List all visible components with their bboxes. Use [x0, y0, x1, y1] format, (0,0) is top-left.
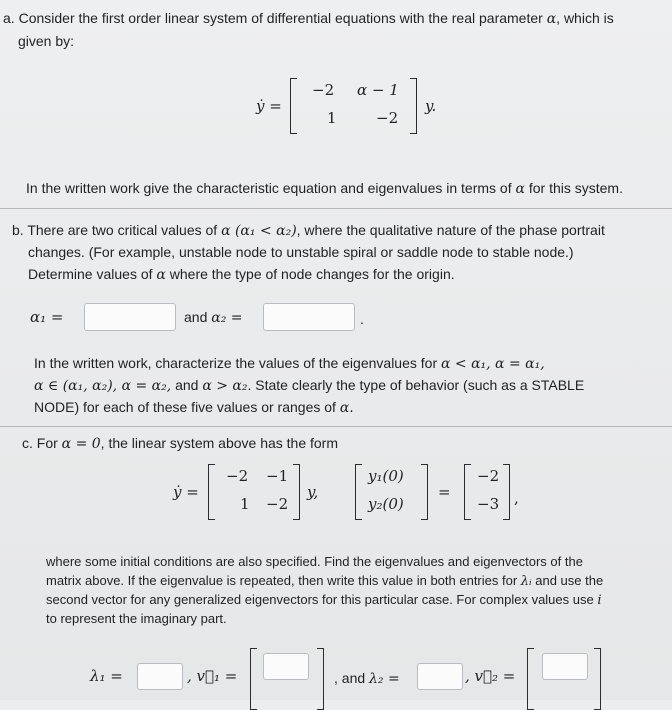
part-c-line1: c. For α = 0, the linear system above has the form [22, 435, 339, 452]
lambda1-label: λ₁ = [90, 667, 123, 685]
part-c-para1: where some initial conditions are also specified. Find the eigenvalues and eigenvectors of the [46, 554, 583, 569]
lambda2-input[interactable] [417, 663, 463, 690]
part-c-para4: to represent the imaginary part. [46, 611, 227, 626]
v1-left-bracket [250, 648, 257, 710]
v1-label: , v⃗₁ = [187, 667, 238, 685]
part-b-line3: Determine values of α where the type of node changes for the origin. [28, 266, 455, 283]
ic-value-2: −3 [477, 495, 500, 513]
matrix-c-right-bracket [293, 464, 300, 520]
matrix-a-left-bracket [290, 78, 297, 134]
part-b-line2: changes. (For example, unstable node to unstable spiral or saddle node to stable node.) [28, 244, 574, 260]
matrix-a-m22: −2 [376, 109, 399, 127]
part-a-line1: a. Consider the first order linear system of differential equations with the real parameter α, which is [3, 10, 614, 27]
v2-label: , v⃗₂ = [465, 667, 516, 685]
matrix-c-m12: −1 [266, 467, 289, 485]
ic-left-bracket [355, 464, 362, 520]
ic-right-bracket [421, 464, 428, 520]
ic-vector-right-bracket [503, 464, 510, 520]
matrix-a-m12: α − 1 [357, 81, 399, 99]
v2-entry-1-input[interactable] [542, 653, 588, 680]
matrix-a-m11: −2 [312, 81, 335, 99]
part-a-instruction: In the written work give the characteristic equation and eigenvalues in terms of α for this system. [26, 180, 623, 197]
and-label: and α₂ = [184, 309, 243, 326]
part-b-written2: α ∈ (α₁, α₂), α = α₂, and α > α₂. State clearly the type of behavior (such as a STABLE [34, 377, 585, 394]
ic-y2: y₂(0) [368, 495, 404, 513]
alpha1-label: α₁ = [30, 308, 64, 326]
ic-comma: , [514, 489, 519, 507]
matrix-a-rhs: y. [425, 97, 437, 115]
part-c-para2: matrix above. If the eigenvalue is repeated, then write this value in both entries for λᵢ and use the [46, 573, 604, 589]
v2-right-bracket [594, 648, 601, 710]
ic-value-1: −2 [477, 467, 500, 485]
alpha-period: . [360, 311, 364, 327]
matrix-c-m21: 1 [240, 495, 250, 513]
ic-equals: = [438, 483, 451, 501]
matrix-a-m21: 1 [327, 109, 337, 127]
and-lambda2-label: , and λ₂ = [334, 670, 400, 687]
part-b-written3: NODE) for each of these five values or ranges of α. [34, 399, 354, 416]
lambda1-input[interactable] [137, 663, 183, 690]
ic-vector-left-bracket [464, 464, 471, 520]
matrix-c-m22: −2 [266, 495, 289, 513]
part-a-line2: given by: [18, 33, 75, 49]
matrix-c-m11: −2 [226, 467, 249, 485]
ic-y1: y₁(0) [368, 467, 404, 485]
v2-left-bracket [527, 648, 534, 710]
v1-right-bracket [317, 648, 324, 710]
part-c-para3: second vector for any generalized eigenvectors for this particular case. For complex values use i [46, 592, 602, 608]
ydot-label: ẏ = [256, 97, 282, 115]
v1-entry-1-input[interactable] [263, 653, 309, 680]
matrix-c-left-bracket [208, 464, 215, 520]
section-divider-1 [0, 208, 672, 209]
c-ydot-label: ẏ = [173, 483, 199, 501]
part-b-line1: b. There are two critical values of α (α₁ < α₂), where the qualitative nature of the phase portrait [12, 222, 605, 239]
matrix-a-right-bracket [410, 78, 417, 134]
matrix-c-rhs: y, [307, 483, 319, 501]
alpha1-input[interactable] [84, 303, 176, 331]
part-b-written1: In the written work, characterize the values of the eigenvalues for α < α₁, α = α₁, [34, 355, 545, 372]
section-divider-2 [0, 426, 672, 427]
alpha2-input[interactable] [263, 303, 355, 331]
